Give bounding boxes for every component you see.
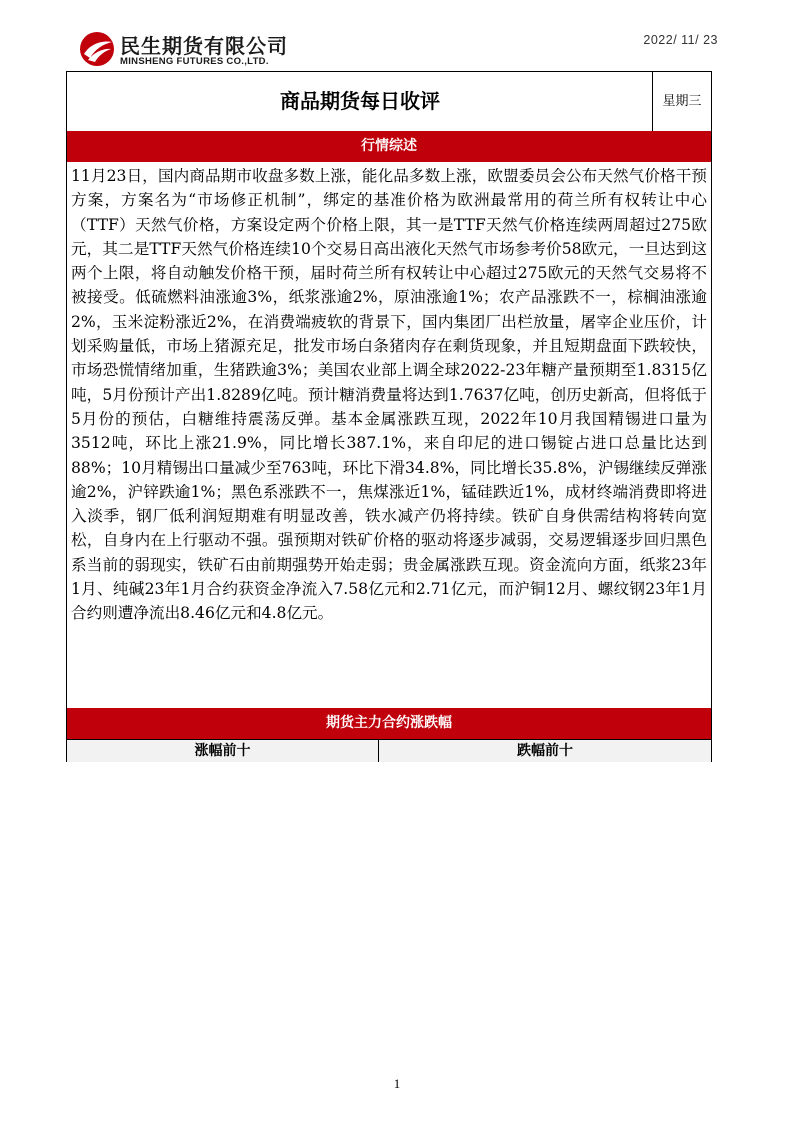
table-header-row bbox=[67, 739, 711, 762]
minsheng-logo-icon bbox=[78, 30, 116, 68]
title-row bbox=[67, 72, 711, 132]
report-date: 2022/ 11/ 23 bbox=[643, 33, 718, 47]
company-name-cn: 民生期货有限公司 bbox=[120, 34, 288, 58]
company-name-en: MINSHENG FUTURES CO.,LTD. bbox=[120, 56, 269, 67]
top-losers-header: 跌幅前十 bbox=[517, 743, 573, 759]
page-number: 1 bbox=[393, 1076, 401, 1091]
main-contracts-header: 期货主力合约涨跌幅 bbox=[67, 708, 711, 739]
market-summary-text: 11月23日，国内商品期市收盘多数上涨，能化品多数上涨，欧盟委员会公布天然气价格干预方案，方案名为“市场修正机制”，绑定的基准价格为欧洲最常用的荷兰所有权转让中心（TTF）天然气价格，方案设定两个价格上限，其一是TTF天然气价格连续两周超过275欧元，其二是TTF天然气价格连续10个交易日高出液化天然气市场参考价58欧元，一旦达到这两个上限，将自动触发价格干预，届时荷兰所有权转让中心超过275欧元的天然气交易将不被接受。低硫燃料油涨逾3%，纸浆涨逾2%，原油涨逾1%；农产品涨跌不一，棕榈油涨逾2%，玉米淀粉涨近2%，在消费端疲软的背景下，国内集团厂出栏放量，屠宰企业压价，计划采购量低，市场上猪源充足，批发市场白条猪肉存在剩货现象，并且短期盘面下跌较快，市场恐慌情绪加重，生猪跌逾3%；美国农业部上调全球2022-23年糖产量预期至1.8315亿吨，5月份预计产出1.8289亿吨。预计糖消费量将达到1.7637亿吨，创历史新高，但将低于5月份的预估，白糖维持震荡反弹。基本金属涨跌互现，2022年10月我国精锡进口量为3512吨，环比上涨21.9%，同比增长387.1%，来自印尼的进口锡锭占进口总量比达到88%；10月精锡出口量减少至763吨，环比下滑34.8%，同比增长35.8%，沪锡继续反弹涨逾2%，沪锌跌逾1%；黑色系涨跌不一，焦煤涨近1%，锰硅跌近1%，成材终端消费即将进入淡季，钢厂低利润短期难有明显改善，铁水减产仍将持续。铁矿自身供需结构将转向宽松，自身内在上行驱动不强。强预期对铁矿价格的驱动将逐步减弱，交易逻辑逐步回归黑色系当前的弱现实，铁矿石由前期强势开始走弱；贵金属涨跌互现。资金流向方面，纸浆23年1月、纯碱23年1月合约获资金净流入7.58亿元和2.71亿元，而沪铜12月、螺纹钢23年1月合约则遭净流出8.46亿元和4.8亿元。 bbox=[71, 167, 707, 623]
weekday-label: 星期三 bbox=[652, 72, 711, 131]
market-summary-header: 行情综述 bbox=[67, 131, 711, 162]
top-gainers-header: 涨幅前十 bbox=[67, 740, 379, 762]
company-logo bbox=[78, 28, 318, 72]
report-title: 商品期货每日收评 bbox=[280, 89, 440, 113]
report-frame bbox=[66, 71, 712, 762]
